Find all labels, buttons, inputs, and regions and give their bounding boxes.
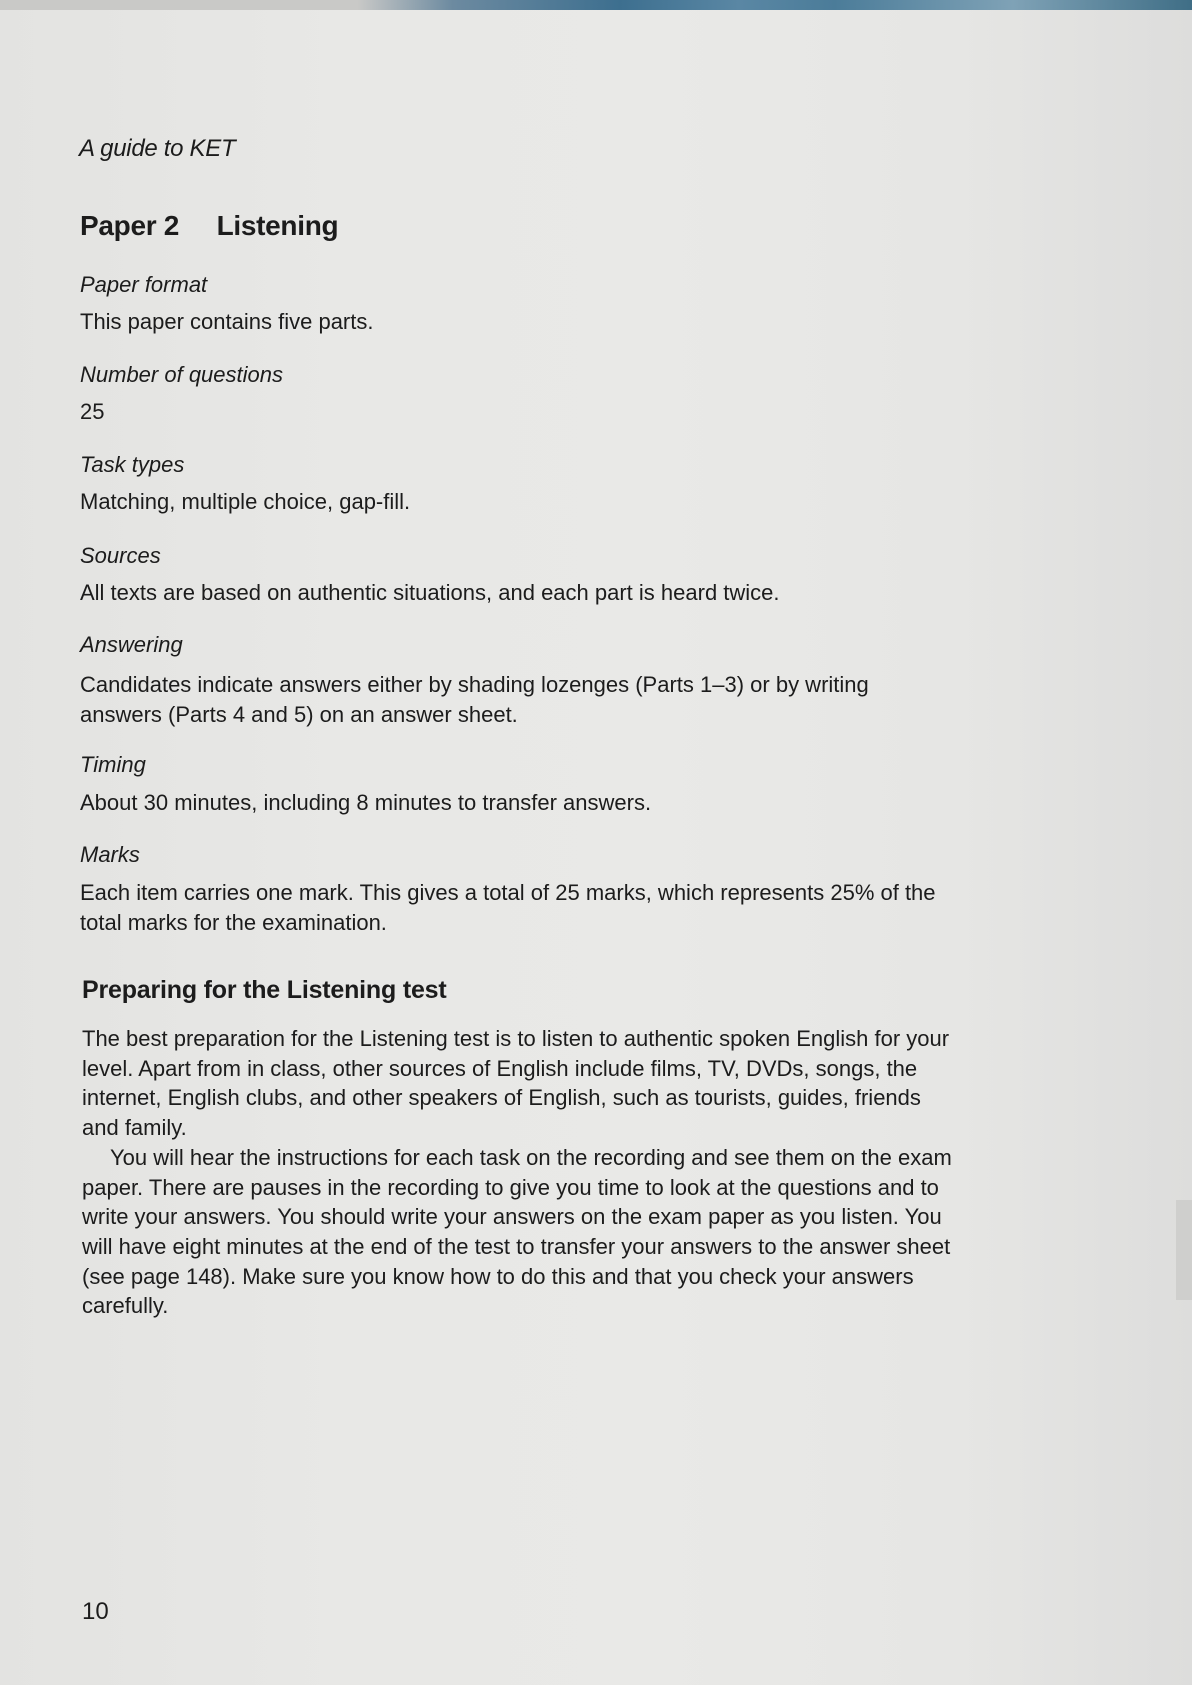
spec-label-answering: Answering bbox=[80, 632, 183, 657]
preparing-paragraph-1: The best preparation for the Listening test is to listen to authentic spoken English for your level. Apart from in class, other sources of English include films, TV, DVDs, songs, the internet, English clubs, and other speakers of English, such as tourists, guides, friends and family. bbox=[82, 1026, 950, 1141]
binding-shadow bbox=[1176, 1200, 1192, 1300]
running-header: A guide to KET bbox=[79, 135, 236, 162]
spec-value-sources: All texts are based on authentic situations, and each part is heard twice. bbox=[80, 580, 780, 605]
paper-number: Paper 2 bbox=[80, 210, 180, 241]
spec-label-task-types: Task types bbox=[80, 452, 185, 477]
spec-value-timing: About 30 minutes, including 8 minutes to transfer answers. bbox=[80, 790, 652, 815]
page-number: 10 bbox=[82, 1598, 109, 1625]
spec-value-task-types: Matching, multiple choice, gap-fill. bbox=[80, 489, 411, 514]
spec-value-number-of-questions: 25 bbox=[80, 399, 105, 424]
spec-value-answering: Candidates indicate answers either by shading lozenges (Parts 1–3) or by writing answers (Parts 4 and 5) on an answer sheet. bbox=[80, 672, 869, 727]
preparing-body bbox=[82, 1024, 952, 1321]
spec-value-paper-format: This paper contains five parts. bbox=[80, 309, 374, 334]
spec-label-paper-format: Paper format bbox=[80, 272, 208, 297]
spec-value-marks: Each item carries one mark. This gives a total of 25 marks, which represents 25% of the total marks for the examination. bbox=[80, 880, 936, 935]
document-page bbox=[0, 10, 1192, 1685]
spec-label-marks: Marks bbox=[80, 842, 140, 867]
spec-label-timing: Timing bbox=[80, 752, 146, 777]
paper-name: Listening bbox=[216, 210, 339, 241]
spec-label-number-of-questions: Number of questions bbox=[80, 362, 283, 387]
preparing-paragraph-2: You will hear the instructions for each task on the recording and see them on the exam paper. There are pauses in the recording to give you time to look at the questions and to write your answers. You should write your answers on the exam paper as you listen. You will have eight minutes at the end of the test to transfer your answers to the answer sheet (see page 148). Make sure you know how to do this and that you check your answers carefully. bbox=[82, 1144, 952, 1319]
paper-title bbox=[80, 210, 338, 242]
section-heading-preparing: Preparing for the Listening test bbox=[82, 976, 447, 1004]
spec-label-sources: Sources bbox=[80, 543, 161, 568]
